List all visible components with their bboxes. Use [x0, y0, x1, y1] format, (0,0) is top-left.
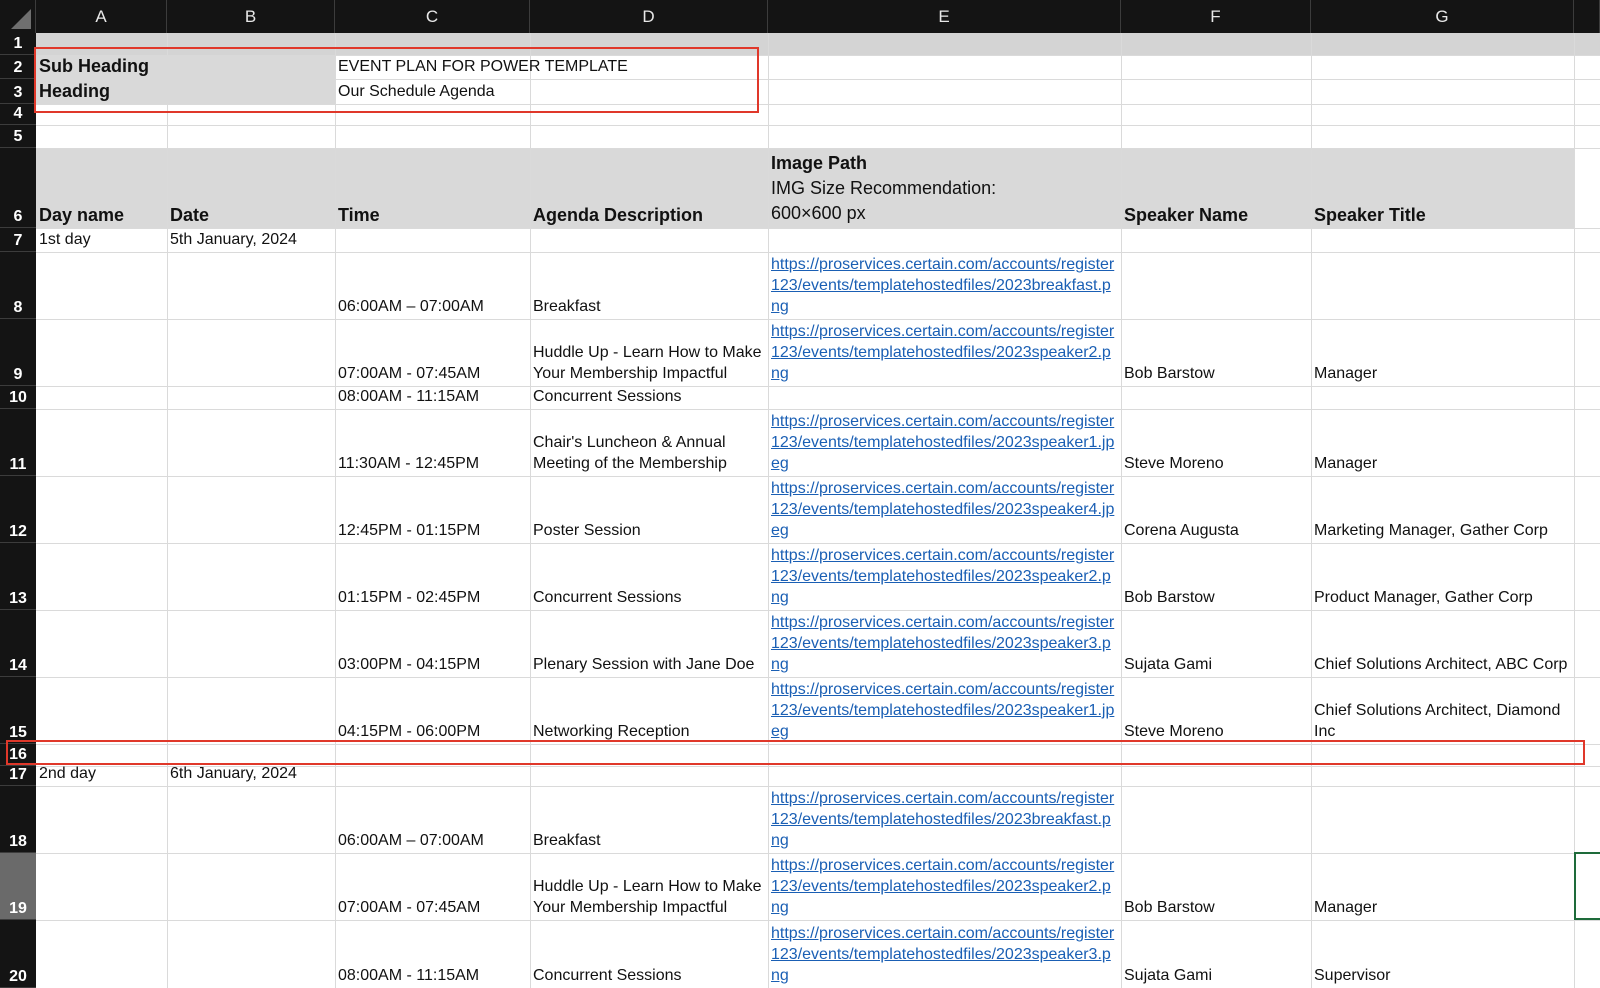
row-header-10[interactable]: 10: [0, 386, 36, 409]
date-cell[interactable]: [167, 766, 335, 786]
time-cell[interactable]: [335, 610, 530, 677]
heading-label-cell[interactable]: [36, 79, 335, 104]
time-text: 06:00AM – 07:00AM: [338, 298, 484, 315]
image-path-link[interactable]: https://proservices.certain.com/accounts/register123/events/templatehostedfiles/2023speaker3.png: [771, 614, 1115, 673]
speaker-name-text: Sujata Gami: [1124, 967, 1213, 984]
gridline-h: [36, 125, 1600, 126]
time-cell[interactable]: [335, 543, 530, 610]
time-text: 03:00PM - 04:15PM: [338, 656, 481, 673]
agenda-text: Concurrent Sessions: [533, 967, 682, 984]
time-text: 08:00AM - 11:15AM: [338, 388, 480, 405]
image-path-cell[interactable]: [768, 610, 1121, 677]
day-cell[interactable]: [36, 766, 167, 786]
column-header-c[interactable]: C: [335, 0, 530, 33]
row-header-13[interactable]: 13: [0, 543, 36, 610]
speaker-title-cell[interactable]: [1311, 610, 1574, 677]
row-header-19[interactable]: 19: [0, 853, 36, 920]
speaker-title-text: Chief Solutions Architect, Diamond Inc: [1314, 702, 1561, 740]
image-path-cell[interactable]: [768, 853, 1121, 920]
time-text: 11:30AM - 12:45PM: [338, 455, 480, 472]
column-header-extra[interactable]: [1574, 0, 1600, 33]
row-header-11[interactable]: 11: [0, 409, 36, 476]
speaker-name-cell[interactable]: [1121, 610, 1311, 677]
time-cell[interactable]: [335, 786, 530, 853]
image-path-cell[interactable]: [768, 543, 1121, 610]
image-path-cell[interactable]: [768, 252, 1121, 319]
header-speaker-title-cell[interactable]: [1311, 148, 1574, 228]
row-header-8[interactable]: 8: [0, 252, 36, 319]
heading-value: Our Schedule Agenda: [338, 83, 495, 100]
row-header-7[interactable]: 7: [0, 228, 36, 252]
row-header-20[interactable]: 20: [0, 920, 36, 988]
header-date: Date: [170, 205, 210, 225]
column-header-b[interactable]: B: [167, 0, 335, 33]
speaker-title-text: Manager: [1314, 455, 1378, 472]
gridline-h: [36, 104, 1600, 105]
header-speaker-name: Speaker Name: [1124, 205, 1249, 225]
header-speaker-name-cell[interactable]: [1121, 148, 1311, 228]
speaker-name-text: Steve Moreno: [1124, 723, 1224, 740]
speaker-name-cell[interactable]: [1121, 543, 1311, 610]
image-path-link[interactable]: https://proservices.certain.com/accounts/register123/events/templatehostedfiles/2023breakfast.png: [771, 790, 1115, 849]
agenda-cell[interactable]: [530, 786, 768, 853]
speaker-title-text: Marketing Manager, Gather Corp: [1314, 522, 1548, 539]
speaker-name-cell[interactable]: [1121, 319, 1311, 386]
speaker-title-text: Supervisor: [1314, 967, 1391, 984]
speaker-title-text: Chief Solutions Architect, ABC Corp: [1314, 656, 1568, 673]
speaker-title-cell[interactable]: [1311, 853, 1574, 920]
speaker-name-cell[interactable]: [1121, 677, 1311, 744]
row-1-fill: [36, 33, 1600, 55]
agenda-text: Huddle Up - Learn How to Make Your Membership Impactful: [533, 878, 762, 916]
speaker-title-cell[interactable]: [1311, 476, 1574, 543]
image-path-link[interactable]: https://proservices.certain.com/accounts/register123/events/templatehostedfiles/2023speaker1.jpeg: [771, 681, 1115, 740]
image-path-link[interactable]: https://proservices.certain.com/accounts/register123/events/templatehostedfiles/2023breakfast.png: [771, 256, 1115, 315]
row-header-17[interactable]: 17: [0, 766, 36, 786]
active-cell-selection[interactable]: [1574, 852, 1600, 920]
row-header-5[interactable]: 5: [0, 125, 36, 148]
time-cell[interactable]: [335, 319, 530, 386]
agenda-cell[interactable]: [530, 677, 768, 744]
image-path-link[interactable]: https://proservices.certain.com/accounts/register123/events/templatehostedfiles/2023speaker2.png: [771, 547, 1115, 606]
time-text: 07:00AM - 07:45AM: [338, 899, 481, 916]
agenda-text: Concurrent Sessions: [533, 388, 682, 405]
time-text: 08:00AM - 11:15AM: [338, 967, 480, 984]
speaker-title-cell[interactable]: [1311, 677, 1574, 744]
speaker-name-text: Steve Moreno: [1124, 455, 1224, 472]
header-image-cell[interactable]: [768, 148, 1121, 228]
time-text: 01:15PM - 02:45PM: [338, 589, 481, 606]
image-path-cell[interactable]: [768, 786, 1121, 853]
header-time: Time: [338, 205, 380, 225]
image-path-link[interactable]: https://proservices.certain.com/accounts/register123/events/templatehostedfiles/2023speaker1.jpeg: [771, 413, 1115, 472]
date-cell[interactable]: [167, 228, 335, 252]
header-date-cell[interactable]: [167, 148, 335, 228]
gridline-h: [36, 386, 1600, 387]
speaker-title-text: Manager: [1314, 899, 1378, 916]
time-cell[interactable]: [335, 409, 530, 476]
agenda-cell[interactable]: [530, 610, 768, 677]
image-path-link[interactable]: https://proservices.certain.com/accounts/register123/events/templatehostedfiles/2023speaker4.jpeg: [771, 480, 1115, 539]
sub-heading-label-cell[interactable]: [36, 55, 335, 79]
agenda-text: Huddle Up - Learn How to Make Your Membership Impactful: [533, 344, 762, 382]
date-text: 5th January, 2024: [170, 231, 297, 248]
speaker-name-text: Bob Barstow: [1124, 899, 1215, 916]
time-cell[interactable]: [335, 920, 530, 988]
sub-heading-value-cell[interactable]: [335, 55, 1574, 79]
image-path-cell[interactable]: [768, 677, 1121, 744]
sub-heading-label: Sub Heading: [39, 56, 150, 76]
heading-value-cell[interactable]: [335, 79, 1574, 104]
time-text: 04:15PM - 06:00PM: [338, 723, 481, 740]
image-path-link[interactable]: https://proservices.certain.com/accounts/register123/events/templatehostedfiles/2023speaker2.png: [771, 857, 1115, 916]
gridline-v: [1574, 33, 1575, 988]
row-header-16[interactable]: 16: [0, 744, 36, 766]
column-header-f[interactable]: F: [1121, 0, 1311, 33]
time-cell[interactable]: [335, 476, 530, 543]
agenda-text: Breakfast: [533, 832, 601, 849]
time-cell[interactable]: [335, 677, 530, 744]
header-day: Day name: [39, 205, 125, 225]
time-cell[interactable]: [335, 853, 530, 920]
agenda-cell[interactable]: [530, 319, 768, 386]
row-header-3[interactable]: 3: [0, 79, 36, 104]
header-image-size-value: 600×600 px: [771, 203, 866, 223]
speaker-title-cell[interactable]: [1311, 319, 1574, 386]
header-agenda: Agenda Description: [533, 205, 704, 225]
agenda-cell[interactable]: [530, 386, 768, 409]
row-header-18[interactable]: 18: [0, 786, 36, 853]
speaker-name-text: Sujata Gami: [1124, 656, 1213, 673]
agenda-cell[interactable]: [530, 476, 768, 543]
image-path-cell[interactable]: [768, 476, 1121, 543]
day-text: 1st day: [39, 231, 91, 248]
date-text: 6th January, 2024: [170, 766, 297, 782]
header-speaker-title: Speaker Title: [1314, 205, 1426, 225]
image-path-cell[interactable]: [768, 409, 1121, 476]
image-path-link[interactable]: https://proservices.certain.com/accounts/register123/events/templatehostedfiles/2023speaker3.png: [771, 925, 1115, 984]
speaker-name-text: Bob Barstow: [1124, 365, 1215, 382]
select-all-corner[interactable]: [0, 0, 36, 33]
day-cell[interactable]: [36, 228, 167, 252]
speaker-name-cell[interactable]: [1121, 853, 1311, 920]
agenda-text: Poster Session: [533, 522, 641, 539]
agenda-text: Plenary Session with Jane Doe: [533, 656, 755, 673]
gridline-h: [36, 744, 1600, 745]
header-time-cell[interactable]: [335, 148, 530, 228]
speaker-name-text: Bob Barstow: [1124, 589, 1215, 606]
header-image-title: Image Path: [771, 153, 868, 173]
speaker-title-cell[interactable]: [1311, 920, 1574, 988]
agenda-text: Networking Reception: [533, 723, 690, 740]
row-header-14[interactable]: 14: [0, 610, 36, 677]
column-header-g[interactable]: G: [1311, 0, 1574, 33]
time-text: 12:45PM - 01:15PM: [338, 522, 481, 539]
speaker-title-text: Product Manager, Gather Corp: [1314, 589, 1533, 606]
row-header-15[interactable]: 15: [0, 677, 36, 744]
time-cell[interactable]: [335, 386, 530, 409]
agenda-text: Chair's Luncheon & Annual Meeting of the Membership: [533, 434, 727, 472]
agenda-cell[interactable]: [530, 853, 768, 920]
speaker-name-text: Corena Augusta: [1124, 522, 1239, 539]
time-text: 06:00AM – 07:00AM: [338, 832, 484, 849]
image-path-cell[interactable]: [768, 920, 1121, 988]
row-header-9[interactable]: 9: [0, 319, 36, 386]
agenda-cell[interactable]: [530, 543, 768, 610]
sub-heading-value: EVENT PLAN FOR POWER TEMPLATE: [338, 58, 628, 75]
agenda-cell[interactable]: [530, 920, 768, 988]
agenda-text: Concurrent Sessions: [533, 589, 682, 606]
speaker-name-cell[interactable]: [1121, 920, 1311, 988]
header-day-cell[interactable]: [36, 148, 167, 228]
agenda-text: Breakfast: [533, 298, 601, 315]
header-image-size-label: IMG Size Recommendation:: [771, 178, 997, 198]
heading-label: Heading: [39, 81, 111, 101]
row-header-4[interactable]: 4: [0, 104, 36, 125]
row-header-2[interactable]: 2: [0, 55, 36, 79]
image-path-link[interactable]: https://proservices.certain.com/accounts/register123/events/templatehostedfiles/2023speaker2.png: [771, 323, 1115, 382]
row-header-6[interactable]: 6: [0, 148, 36, 228]
speaker-title-text: Manager: [1314, 365, 1378, 382]
day-text: 2nd day: [39, 766, 96, 782]
speaker-name-cell[interactable]: [1121, 476, 1311, 543]
column-header-a[interactable]: A: [36, 0, 167, 33]
column-header-e[interactable]: E: [768, 0, 1121, 33]
header-agenda-cell[interactable]: [530, 148, 768, 228]
agenda-cell[interactable]: [530, 252, 768, 319]
time-text: 07:00AM - 07:45AM: [338, 365, 481, 382]
agenda-cell[interactable]: [530, 409, 768, 476]
speaker-title-cell[interactable]: [1311, 409, 1574, 476]
image-path-cell[interactable]: [768, 319, 1121, 386]
column-header-d[interactable]: D: [530, 0, 768, 33]
time-cell[interactable]: [335, 252, 530, 319]
speaker-name-cell[interactable]: [1121, 409, 1311, 476]
row-header-1[interactable]: 1: [0, 33, 36, 55]
row-header-12[interactable]: 12: [0, 476, 36, 543]
speaker-title-cell[interactable]: [1311, 543, 1574, 610]
